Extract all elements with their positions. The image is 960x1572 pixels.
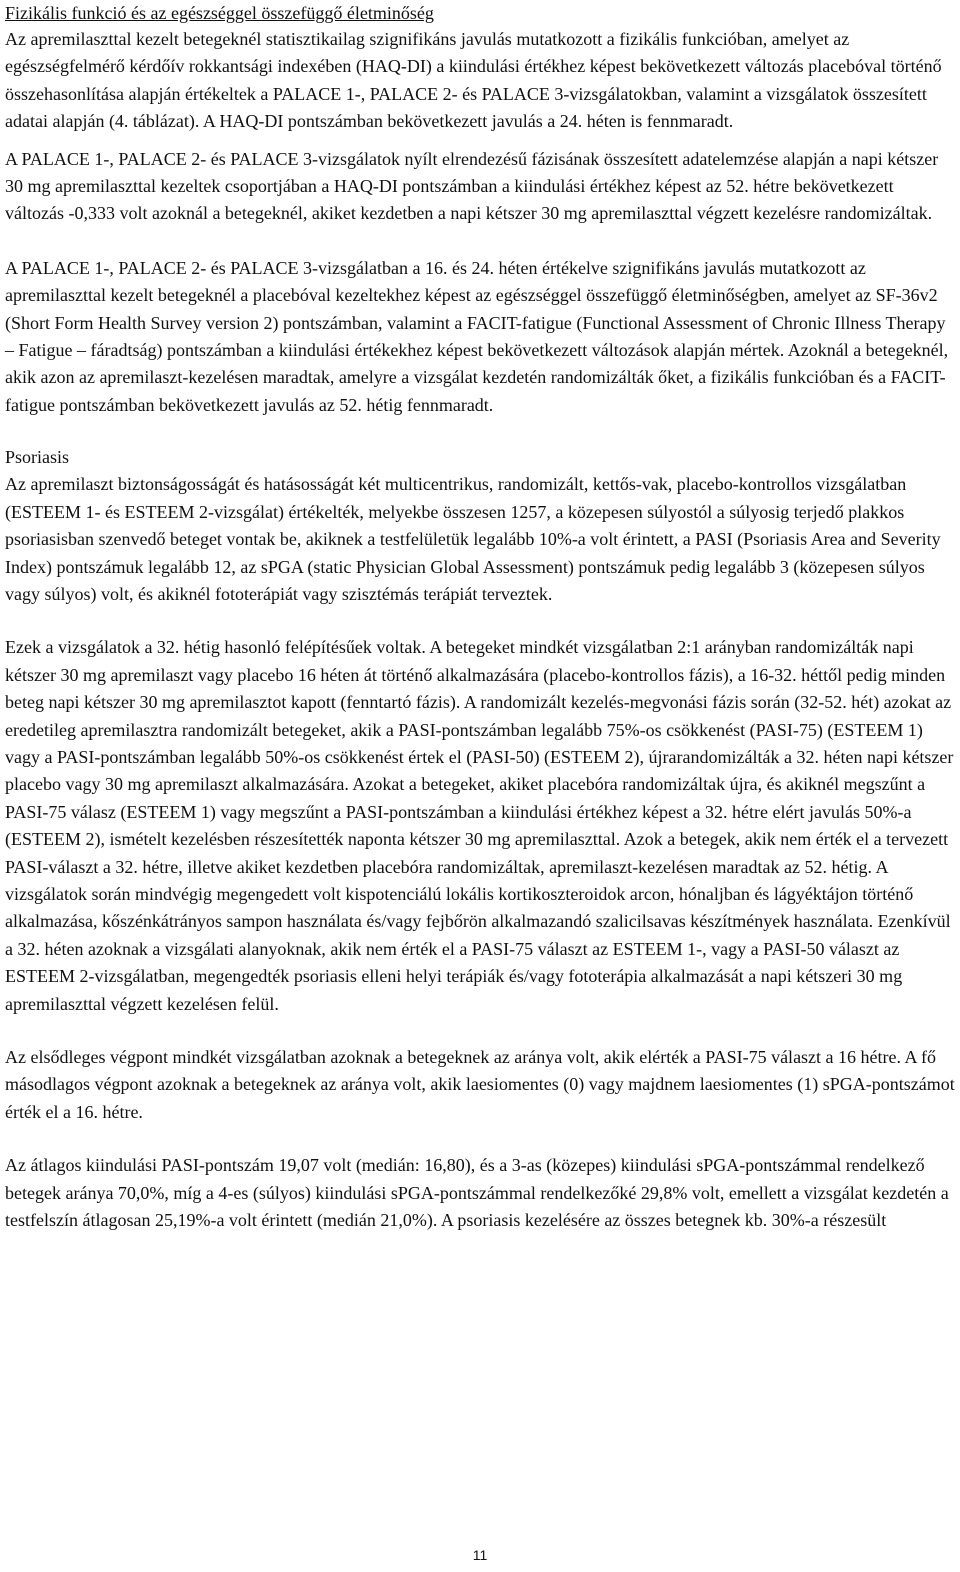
paragraph: Az apremilaszt biztonságosságát és hatásosságát két multicentrikus, randomizált, kettős-vak, placebo-kontrollos vizsgálatban (ESTEEM 1- és ESTEEM 2-vizsgálat) értékelték, melyekbe összesen 1257, a közepesen súlyostól a súlyosig terjedő plakkos psoriasisban szenvedő beteget vontak be, akiknek a testfelületük legalább 10%-a volt érintett, a PASI (Psoriasis Area and Severity Index) pontszámuk legalább 12, az sPGA (static Physician Global Assessment) pontszámuk pedig legalább 3 (közepesen súlyos vagy súlyos) volt, és akiknél fototerápiát vagy szisztémás terápiát terveztek. [5, 474, 941, 604]
paragraph: Az átlagos kiindulási PASI-pontszám 19,07 volt (medián: 16,80), és a 3-as (közepes) kiindulási sPGA-pontszámmal rendelkező betegek aránya 70,0%, míg a 4-es (súlyos) kiindulási sPGA-pontszámmal rendelkezőké 29,8% volt, emellett a vizsgálat kezdetén a testfelszín átlagosan 25,19%-a volt érintett (medián 21,0%). A psoriasis kezelésére az összes betegnek kb. 30%-a részesült [5, 1155, 949, 1231]
paragraph: A PALACE 1-, PALACE 2- és PALACE 3-vizsgálatok nyílt elrendezésű fázisának összesített adatelemzése alapján a napi kétszer 30 mg apremilaszttal kezeltek csoportjában a HAQ-DI pontszámban a kiindulási értékhez képest az 52. hétre bekövetkezett változás -0,333 volt azoknál a betegeknél, akiket kezdetben a napi kétszer 30 mg apremilaszttal végzett kezelésre randomizáltak. [5, 148, 939, 224]
section-physical-function [5, 0, 955, 419]
document-page [5, 0, 955, 1234]
page-number: 11 [472, 1547, 488, 1563]
paragraph: A PALACE 1-, PALACE 2- és PALACE 3-vizsgálatban a 16. és 24. héten értékelve szignifikáns javulás mutatkozott az apremilaszttal kezelt betegeknél a placebóval kezeltekhez képest az egészséggel összefüggő életminőségben, amelyet az SF-36v2 (Short Form Health Survey version 2) pontszámban, valamint a FACIT-fatigue (Functional Assessment of Chronic Illness Therapy – Fatigue – fáradtság) pontszámban a kiindulási értékekhez képest bekövetkezett változások alapján mértek. Azoknál a betegeknél, akik azon az apremilaszt-kezelésen maradtak, amelyre a vizsgálat kezdetén randomizálták őket, a fizikális funkcióban és a FACIT-fatigue pontszámban bekövetkezett javulás az 52. hétig fennmaradt. [5, 257, 949, 415]
section-heading: Fizikális funkció és az egészséggel összefüggő életminőség [5, 3, 434, 23]
section-title: Psoriasis [5, 447, 70, 468]
paragraph: Az apremilaszttal kezelt betegeknél statisztikailag szignifikáns javulás mutatkozott a fizikális funkcióban, amelyet az egészségfelmérő kérdőív rokkantsági indexében (HAQ-DI) a kiindulási értékhez képest bekövetkezett változás placebóval történő összehasonlítása alapján értékeltek a PALACE 1-, PALACE 2- és PALACE 3-vizsgálatokban, valamint a vizsgálatok összesített adatai alapján (4. táblázat). A HAQ-DI pontszámban bekövetkezett javulás a 24. héten is fennmaradt. [5, 29, 942, 132]
section-psoriasis [5, 444, 955, 1234]
paragraph: Az elsődleges végpont mindkét vizsgálatban azoknak a betegeknek az aránya volt, akik elérték a PASI-75 választ a 16 hétre. A fő másodlagos végpont azoknak a betegeknek az aránya volt, akik laesiomentes (0) vagy majdnem laesiomentes (1) sPGA-pontszámot érték el a 16. hétre. [5, 1047, 955, 1122]
paragraph: Ezek a vizsgálatok a 32. hétig hasonló felépítésűek voltak. A betegeket mindkét vizsgálatban 2:1 arányban randomizálták napi kétszer 30 mg apremilaszt vagy placebo 16 héten át történő alkalmazására (placebo-kontrollos fázis), a 16-32. héttől pedig minden beteg napi kétszer 30 mg apremilasztot kapott (fenntartó fázis). A randomizált kezelés-megvonási fázis során (32-52. hét) azokat az eredetileg apremilasztra randomizált betegeket, akik a PASI-pontszámban legalább 75%-os csökkenést (PASI-75) (ESTEEM 1) vagy a PASI-pontszámban legalább 50%-os csökkenést értek el (PASI-50) (ESTEEM 2), újrarandomizálták a 32. héten napi kétszer placebo vagy 30 mg apremilaszt alkalmazására. Azokat a betegeket, akiket placebóra randomizáltak újra, és akiknél megszűnt a PASI-75 válasz (ESTEEM 1) vagy megszűnt a PASI-pontszámban a kiindulási értékhez képest a 32. hétre elért javulás 50%-a (ESTEEM 2), ismételt kezelésben részesítették naponta kétszer 30 mg apremilaszttal. Azok a betegek, akik nem érték el a tervezett PASI-választ a 32. hétre, illetve akiket kezdetben placebóra randomizáltak, apremilaszt-kezelésen maradtak az 52. hétig. A vizsgálatok során mindvégig megengedett volt kispotenciálú lokális kortikoszteroidok arcon, hónaljban és lágyéktájon történő alkalmazása, kőszénkátrányos sampon használata és/vagy fejbőrön alkalmazandó szalicilsavas készítmények használata. Ezenkívül a 32. héten azoknak a vizsgálati alanyoknak, akik nem érték el a PASI-75 választ az ESTEEM 1-, vagy a PASI-50 választ az ESTEEM 2-vizsgálatban, megengedték psoriasis elleni helyi terápiák és/vagy fototerápia alkalmazását a napi kétszeri 30 mg apremilaszttal végzett kezelésen felül. [5, 637, 954, 1014]
